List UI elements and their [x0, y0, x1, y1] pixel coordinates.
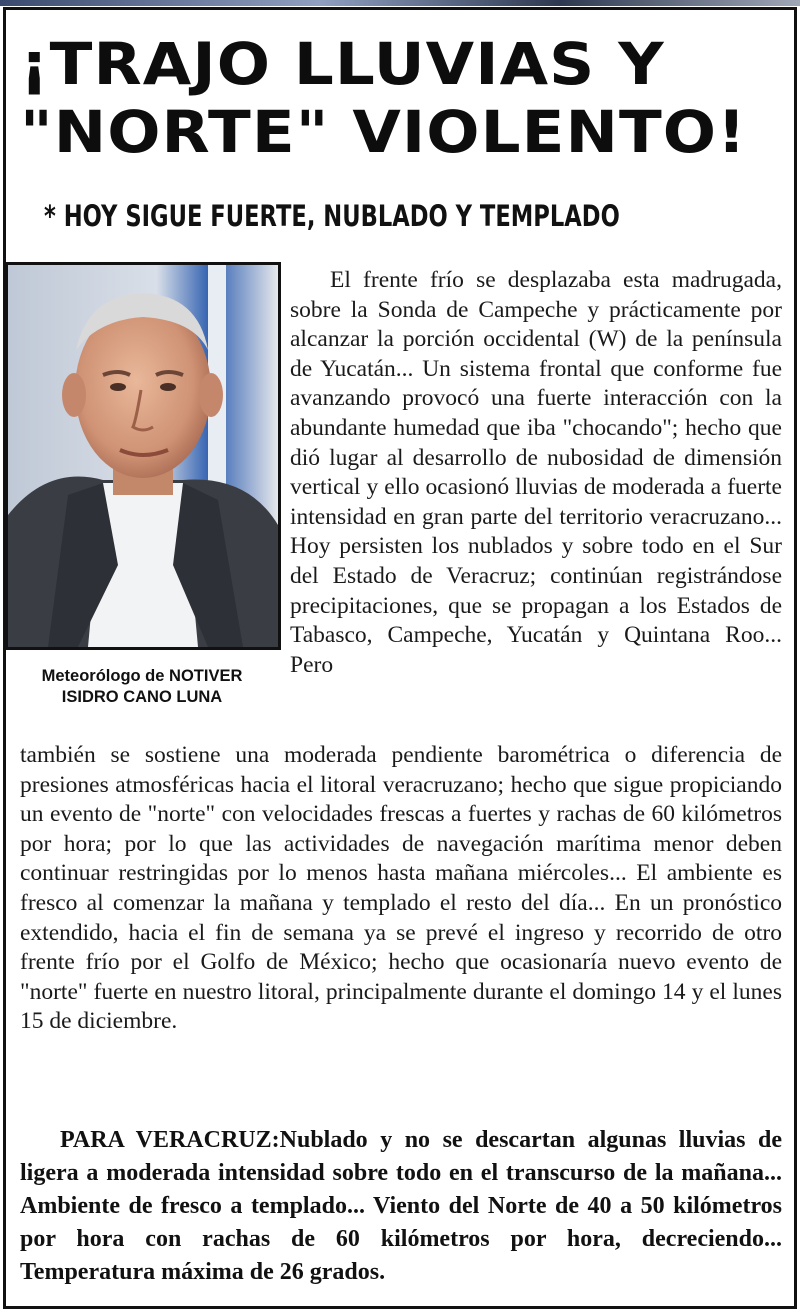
article-body-full-width: también se sostiene una moderada pendiente barométrica o diferencia de presiones atmosféricas hacia el litoral veracruzano; hecho que sigue propiciando un evento de "norte" con velocidades frescas a fuertes y rachas de 60 kilómetros por hora; por lo que las actividades de navegación marítima menor deben continuar restringidas por lo menos hasta mañana miércoles... El ambiente es fresco al comenzar la mañana y templado el resto del día... En un pronóstico extendido, hacia el fin de semana ya se prevé el ingreso y recorrido de otro frente frío por el Golfo de México; hecho que ocasionaría nuevo evento de "norte" fuerte en nuestro litoral, principalmente durante el domingo 14 y el lunes 15 de diciembre. [20, 742, 782, 1035]
article-body-column [290, 266, 782, 680]
headline-line-2: "NORTE" VIOLENTO! [20, 98, 747, 166]
caption-line-2: ISIDRO CANO LUNA [61, 688, 223, 706]
forecast-paragraph [20, 1124, 782, 1289]
photo-caption [4, 666, 280, 708]
portrait-photo [5, 262, 281, 650]
portrait-illustration [8, 265, 278, 647]
headline-line-1: ¡TRAJO LLUVIAS Y [20, 30, 665, 98]
forecast-text: Nublado y no se descartan algunas lluvias de ligera a moderada intensidad sobre todo en el transcurso de la mañana... Ambiente de fresco a templado... Viento del Norte de 40 a 50 kilómetros por hora con rachas de 60 kilómetros por hora, decreciendo... Temperatura máxima de 26 grados. [20, 1127, 782, 1285]
top-image-strip [0, 0, 800, 6]
subheadline: * HOY SIGUE FUERTE, NUBLADO Y TEMPLADO [44, 199, 620, 233]
headline [20, 30, 800, 166]
article-body-part-1: El frente frío se desplazaba esta madrugada, sobre la Sonda de Campeche y prácticamente por alcanzar la porción occidental (W) de la península de Yucatán... Un sistema frontal que conforme fue avanzando provocó una fuerte interacción con la abundante humedad que iba "chocando"; hecho que dió lugar al desarrollo de nubosidad de dimensión vertical y ello ocasionó lluvias de moderada a fuerte intensidad en gran parte del territorio veracruzano... Hoy persisten los nublados y sobre todo en el Sur del Estado de Veracruz; continúan registrándose precipitaciones, que se propagan a los Estados de Tabasco, Campeche, Yucatán y Quintana Roo... Pero [290, 267, 782, 678]
caption-line-1: Meteorólogo de NOTIVER [41, 667, 243, 685]
forecast-label: PARA VERACRUZ: [60, 1127, 280, 1153]
